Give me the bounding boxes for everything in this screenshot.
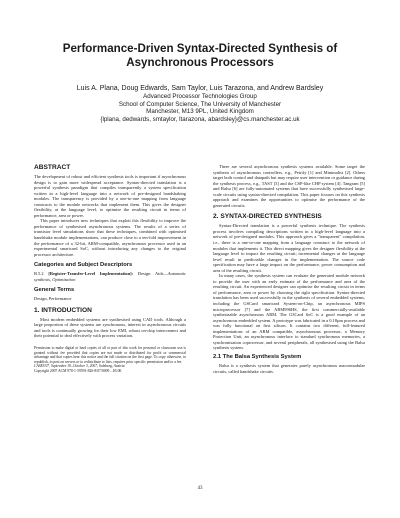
author-names: Luis A. Plana, Doug Edwards, Sam Taylor, Luis Tarazona, and Andrew Bardsley	[76, 85, 324, 92]
categories-text	[34, 271, 186, 282]
title-line-1: Performance-Driven Syntax-Directed Synthesis of	[62, 42, 338, 55]
balsa-paragraph-1: Balsa is a synthesis system that generates purely asynchronous macromodular circuits, called handshake circuits.	[213, 362, 365, 374]
introduction-heading: 1. INTRODUCTION	[34, 306, 92, 314]
balsa-heading: 2.1 The Balsa Synthesis System	[213, 353, 302, 360]
category-bracket: [Register-Transfer-Level Implementation]:	[48, 271, 134, 277]
copyright-permission: Permission to make digital or hard copies of all or part of this work for personal or classroom use is granted without fee provided that copies are not made or distributed for profit or commercial advantage and that copies bear this notice and the full citation on the first page. To copy otherwise, to republish, to post on servers or to redistribute to lists, requires prior specific permission and/or a fee.	[34, 346, 186, 364]
title-line-2: Asynchronous Processors	[126, 56, 274, 69]
page-number: 43	[197, 486, 203, 491]
affiliation-line-1: Advanced Processor Technologies Group	[143, 93, 257, 100]
category-topics: Automatic synthesis, Optimization	[34, 271, 187, 282]
copyright-venue: CASES'07, September 30–October 3, 2007, Salzburg, Austria.	[34, 364, 126, 369]
copyright-notice	[34, 346, 186, 374]
category-design: Design Aids—	[137, 271, 168, 277]
right-column	[213, 164, 365, 374]
categories-heading: Categories and Subject Descriptors	[34, 262, 133, 269]
author-emails: {lplana, dedwards, smtaylor, ltarazona, abardsley}@cs.manchester.ac.uk	[100, 115, 300, 123]
paper-title	[40, 42, 360, 70]
general-terms-heading: General Terms	[34, 287, 75, 294]
abstract-paragraph-2: This paper introduces new techniques that exploit this flexibility to improve the performance of synthesised asynchronous systems. The results of a series of transistor level simulations show that these techniques, combined with optimised handshake module implementations, can produce close to a ten-fold improvement in the performance of a 32-bit, ARM-compatible, asynchronous processor used in an experimental smartcard SoC, without introducing any changes to the original processor architecture.	[34, 218, 186, 257]
author-block	[40, 84, 360, 123]
introduction-paragraph-2: There are several asynchronous synthesis systems available. Some target the synthesis of asynchronous controllers, e.g., Petrify [1] and Minimalist [2]. Others target both control and datapath but may require user intervention or guidance during the synthesis process, e.g., TAST [3] and the CSP-like CHP system [4]. Tangram [5] and Balsa [6] are fully-automated systems that have successfully synthesised large-scale circuits using syntax-directed compilation. This paper focuses on this synthesis approach and examines the opportunities to optimise the performance of the generated circuits.	[213, 164, 365, 208]
syntax-directed-heading: 2. SYNTAX-DIRECTED SYNTHESIS	[213, 213, 322, 221]
abstract-heading: ABSTRACT	[34, 164, 71, 171]
affiliation-line-2: School of Computer Science, The University of Manchester	[118, 100, 282, 108]
left-column	[34, 164, 186, 374]
category-code: B.5.2	[34, 271, 44, 277]
abstract-paragraph-1: The development of robust and efficient synthesis tools is important if asynchronous design is to gain more widespread acceptance. Syntax-directed translation is a powerful synthesis paradigm that compiles transparently a system specification written in a high-level language into a network of pre-designed handshaking modules. The transparency is provided by a one-to-one mapping from language constructs to the module networks that implement them. This gives the designer flexibility, at the language level, to optimise the resulting circuit in terms of performance, area or power.	[34, 174, 186, 218]
copyright-isbn: Copyright 2007 ACM 978-1-59593-826-8/07/0009 ...$5.00.	[34, 369, 123, 373]
syntax-directed-paragraph-1: Syntax-Directed translation is a powerful synthesis technique. The synthesis process involves compiling descriptions written in a high-level language into a network of pre-designed modules. This approach gives a "transparent" compilation, i.e., there is a one-to-one mapping from a language construct to the network of modules that implements it. This direct mapping gives the designer flexibility at the language level to impact the resulting circuit; incremental changes at the language level result in predictable changes in the implementation. The source code specification may have a large impact on the performance, power consumption and area of the resulting circuit.	[213, 223, 365, 273]
affiliation-line-3: Manchester, M13 9PL, United Kingdom	[146, 108, 254, 116]
introduction-paragraph-1: Most modern embedded systems are synthesised using CAD tools. Although a large proportion of these systems are synchronous, interest in asynchronous circuits and tools is continually growing for their low EMI, robust on-chip interconnect and their potential to deal effectively with process variation.	[34, 316, 186, 339]
general-terms-text: Design, Performance	[34, 296, 72, 302]
syntax-directed-paragraph-2: In many cases, the synthesis system can evaluate the generated module network to provide the user with an early estimate of the performance and area of the resulting circuit. An experienced designer can optimise the resulting circuit in terms of performance, area or power by choosing the right specification. Syntax-directed translation has been used successfully in the synthesis of several embedded systems, including the GSCard smartcard System-on-Chip, an asynchronous MIPS microprocessor [7] and the ARM996HS, the first commercially-available synthesizable asynchronous ARM. The G3Card SoC is a good example of an asynchronous embedded system. A prototype was fabricated in a 0.18µm process and was fully functional on first silicon. It contains two different, full-featured implementations of an ARM compatible, asynchronous processor, a Memory Protection Unit, an asynchronous interface to standard synchronous memories, a synchronisation coprocessor, and several peripherals, all synthesised using the Balsa synthesis system.	[213, 273, 365, 351]
